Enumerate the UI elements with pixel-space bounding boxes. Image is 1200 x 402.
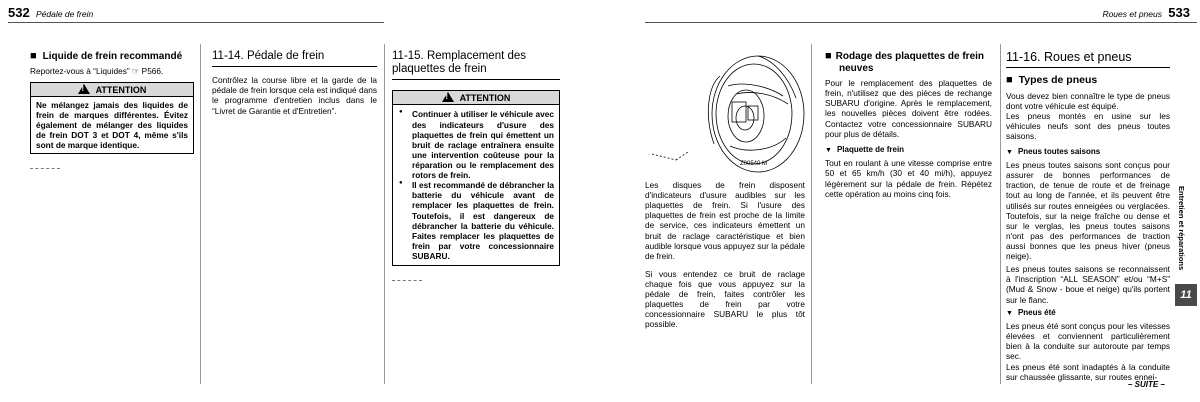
left-running-title: Pédale de frein (36, 9, 94, 19)
left-header-rule (8, 22, 384, 23)
right-header-rule (645, 22, 1197, 23)
brake-wear-text (645, 180, 805, 330)
summer-heading: ▼ Pneus été (1006, 308, 1170, 319)
all-season-para-2: Les pneus toutes saisons se reconnaissent à l'inscription “ALL SEASON” et/ou “M+S” (Mud & Snow - boue et neige) qu'ils portent sur le flanc. (1006, 264, 1170, 305)
summer-para-1: Les pneus été sont conçus pour les vitesses élevées et conviennent particulièrement bien à la conduite sur autoroute par temps sec. (1006, 321, 1170, 362)
wheels-tires-heading: 11-16. Roues et pneus (1006, 50, 1132, 64)
new-pad-breakin-body: Pour le remplacement des plaquettes de frein, n'utilisez que des pièces de rechange SUBARU d'origine. Après le remplacement, les nouvelles pièces doivent être rodées. Contactez votre concessionnaire SUBARU pour plus de détails. (825, 78, 992, 139)
brake-pedal-body: Contrôlez la course libre et la garde de la pédale de frein lorsque cela est indiqué dans le programme d'entretien inclus dans le “Livret de Garantie et d'Entretien”. (212, 75, 377, 116)
right-column-divider-2 (1000, 44, 1001, 384)
warning-triangle-icon: ! (442, 92, 454, 102)
square-bullet-icon: ■ (825, 50, 832, 62)
all-season-para-1: Les pneus toutes saisons sont conçus pour assurer de bonnes performances de traction, de tenue de route et de freinage tout au long de l'année, et ils peuvent être utilisés sur routes enneigées ou verglacées. Toutefois, sur la neige fraîche ou dense et sur le verglas, les pneus toutes saisons n'ont pas des performances de traction aussi bonnes que les pneus hiver (pneus neige). (1006, 160, 1170, 262)
attention-label: ATTENTION (459, 93, 511, 104)
brake-wear-para-1: Les disques de frein disposent d'indicateurs d'usure audibles sur les plaquettes de frein. Si l'usure des plaquettes de frein est proche de la limite de service, ces indicateurs émettent un bruit de raclage caractéristique et bien audible lorsque vous appuyez sur la pédale de frein. (645, 180, 805, 261)
left-column-divider-1 (200, 44, 201, 384)
brake-fluid-attention-text: Ne mélangez jamais des liquides de frein de marques différentes. Évitez également de mélanger des liquides de frein DOT 3 et DOT 4, même s'ils sont de marque identique. (36, 99, 188, 151)
brake-pad-replacement-heading-rule (392, 79, 560, 80)
right-page-header (1102, 5, 1190, 21)
left-page-header (8, 5, 93, 21)
warning-triangle-icon: ! (78, 84, 90, 94)
brake-disc-illustration (648, 46, 806, 174)
brake-pedal-heading: 11-14. Pédale de frein (212, 50, 325, 62)
figure-code: Z00540 M (740, 161, 768, 167)
new-pad-breakin-section (825, 50, 992, 199)
attention-label: ATTENTION (95, 84, 147, 95)
brake-pad-subbody: Tout en roulant à une vitesse comprise entre 50 et 65 km/h (30 et 40 mi/h), appuyez légèrement sur la pédale de frein. Répétez cette opération au moins cinq fois. (825, 158, 992, 199)
brake-fluid-heading: ■ Liquide de frein recommandé (30, 50, 194, 63)
brake-pad-attention-body (393, 105, 559, 265)
wheels-tires-section (1006, 50, 1170, 382)
wheels-tires-heading-rule (1006, 67, 1170, 68)
brake-pad-attention-box (392, 90, 560, 266)
list-item: ● Il est recommandé de débrancher la batterie du véhicule avant de remplacer les plaquettes de frein. Toutefois, il est dangereux de débrancher la batterie du véhicule. Faites remplacer les plaquettes de frein par votre concessionnaire SUBARU. (396, 180, 554, 261)
brake-pedal-section (212, 50, 377, 116)
brake-fluid-section (30, 50, 194, 169)
right-running-title: Roues et pneus (1102, 9, 1162, 19)
brake-fluid-attention-box (30, 82, 194, 155)
brake-fluid-ref: Reportez-vous à “Liquides” ☞ P566. (30, 65, 164, 76)
brake-pad-replacement-heading: 11-15. Remplacement des plaquettes de frein (392, 50, 527, 76)
tire-types-heading: ■ Types de pneus (1006, 74, 1170, 87)
attention-header (31, 83, 193, 97)
brake-wear-indicator-figure (648, 46, 806, 174)
attention-list (396, 109, 554, 261)
tire-types-intro-1: Vous devez bien connaître le type de pneus dont votre véhicule est équipé. (1006, 91, 1170, 112)
all-season-heading: ▼ Pneus toutes saisons (1006, 147, 1170, 158)
list-item: ● Continuer à utiliser le véhicule avec des indicateurs d'usure des plaquettes de frein qui émettent un bruit de raclage entraînera ensuite une intervention coûteuse pour la réparation ou le remplacement des rotors de frein. (396, 109, 554, 180)
tire-types-intro-2: Les pneus montés en usine sur les véhicules neufs sont des pneus toutes saisons. (1006, 111, 1170, 142)
attention-header (393, 91, 559, 105)
left-page-number: 532 (8, 5, 30, 20)
brake-pad-subheading: ▼ Plaquette de frein (825, 145, 992, 156)
brake-pad-replacement-section (392, 50, 560, 281)
right-column-divider-1 (811, 44, 812, 384)
dash-separator (30, 168, 60, 169)
new-pad-breakin-heading (825, 50, 992, 74)
dash-separator (392, 280, 422, 281)
brake-wear-para-2: Si vous entendez ce bruit de raclage chaque fois que vous appuyez sur la pédale de frein, faites contrôler les plaquettes de frein par votre concessionnaire SUBARU le plus tôt possible. (645, 268, 805, 330)
brake-pedal-heading-rule (212, 66, 377, 67)
chapter-number-tab: 11 (1175, 284, 1197, 306)
chapter-title-tab: Entretien et réparations (1177, 186, 1187, 271)
summer-para-2: Les pneus été sont inadaptés à la conduite sur chaussée glissante, sur routes ennei- (1006, 361, 1170, 382)
right-page-number: 533 (1168, 5, 1190, 20)
continued-marker: – SUITE – (1128, 380, 1165, 389)
new-pad-breakin-heading-text: Rodage des plaquettes de frein neuves (835, 51, 985, 74)
left-column-divider-2 (384, 44, 385, 384)
